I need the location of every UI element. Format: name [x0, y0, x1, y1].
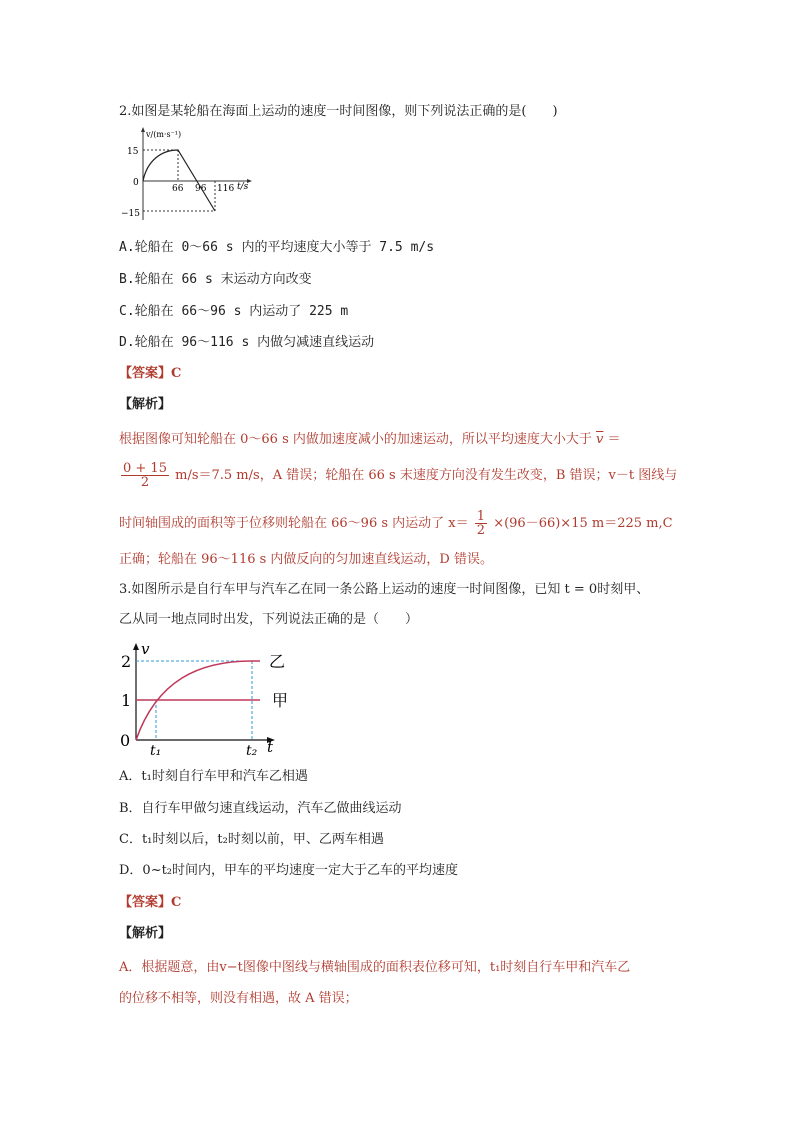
q2-ytick-0: 0	[133, 178, 139, 188]
q2-xlabel: t/s	[237, 182, 249, 192]
q2-xtick-116: 116	[217, 184, 235, 194]
q3-xtick-t2: t₂	[246, 743, 258, 759]
q2-ylabel: v/(m·s⁻¹)	[146, 130, 182, 139]
q2-analysis-label: 【解析】	[119, 397, 172, 412]
q2-option-c: C.轮船在 66～96 s 内运动了 225 m	[119, 304, 349, 319]
q3-vt-chart	[119, 640, 299, 760]
q2-half-den: 2	[476, 523, 486, 538]
q2-ytick-15: 15	[127, 147, 139, 157]
q2-answer: 【答案】C	[119, 366, 182, 381]
q2-xtick-66: 66	[172, 184, 184, 194]
q2-xtick-96: 96	[195, 184, 207, 194]
q3-y-arrow	[133, 643, 139, 650]
q3-ytick-0: 0	[120, 731, 131, 750]
q2-y-arrow	[141, 127, 145, 132]
q3-analysis-line2: 的位移不相等，则没有相遇，故 A 错误；	[119, 991, 358, 1006]
q3-stem-line2: 乙从同一地点同时出发，下列说法正确的是（ ）	[119, 612, 419, 627]
q3-answer: 【答案】C	[119, 895, 182, 910]
q3-stem-line1: 3.如图所示是自行车甲与汽车乙在同一条公路上运动的速度一时间图像，已知 t = 0时刻甲、	[119, 582, 650, 597]
q2-analysis-l2-text: m/s＝7.5 m/s，A 错误；轮船在 66 s 末速度方向没有发生改变，B 错误；v－t 图线与	[175, 468, 678, 483]
q3-option-b: B．自行车甲做匀速直线运动，汽车乙做曲线运动	[119, 801, 402, 816]
q3-analysis-label: 【解析】	[119, 926, 172, 941]
q3-option-c: C．t₁时刻以后，t₂时刻以前，甲、乙两车相遇	[119, 832, 384, 847]
q3-ytick-1: 1	[121, 691, 132, 710]
q2-ytick-neg15: −15	[121, 209, 140, 219]
q2-option-a: A.轮船在 0～66 s 内的平均速度大小等于 7.5 m/s	[119, 240, 435, 255]
q2-analysis-l3-text: 时间轴围成的面积等于位移则轮船在 66～96 s 内运动了 x＝	[119, 516, 469, 531]
q3-option-a: A．t₁时刻自行车甲和汽车乙相遇	[119, 769, 308, 784]
q2-analysis-line1	[119, 432, 621, 448]
q3-label-yi: 乙	[269, 652, 286, 671]
q2-analysis-line3	[119, 510, 673, 537]
q2-analysis-line2	[119, 462, 677, 489]
q3-ylabel: v	[141, 640, 150, 658]
q2-fraction-den: 2	[140, 475, 150, 490]
q2-analysis-l1-text: 根据图像可知轮船在 0～66 s 内做加速度减小的加速运动，所以平均速度大小大于	[119, 432, 592, 447]
q2-vt-chart	[119, 125, 259, 225]
q2-fraction-avg	[121, 462, 169, 489]
q2-analysis-l1-eq: ＝	[607, 432, 621, 447]
q3-analysis-line1: A．根据题意，由v−t图像中图线与横轴围成的面积表位移可知，t₁时刻自行车甲和汽车乙	[119, 960, 631, 975]
q2-avg-velocity-symbol: $\overline{v}$	[596, 432, 604, 447]
q3-xlabel: t	[267, 738, 274, 756]
q2-option-b: B.轮船在 66 s 末运动方向改变	[119, 272, 312, 287]
q2-fraction-num: 0 + 15	[123, 461, 167, 476]
q2-fraction-half	[475, 510, 487, 537]
q3-option-d: D．0~t₂时间内，甲车的平均速度一定大于乙车的平均速度	[119, 863, 459, 878]
q3-ytick-2: 2	[121, 652, 132, 671]
q2-option-d: D.轮船在 96～116 s 内做匀减速直线运动	[119, 335, 375, 350]
q2-analysis-line4: 正确；轮船在 96～116 s 内做反向的匀加速直线运动，D 错误。	[119, 552, 493, 567]
q2-stem: 2.如图是某轮船在海面上运动的速度一时间图像，则下列说法正确的是( )	[119, 104, 558, 119]
q3-label-jia: 甲	[272, 691, 289, 710]
q2-half-num: 1	[476, 509, 486, 524]
q3-xtick-t1: t₁	[150, 743, 162, 759]
q2-analysis-l3-rest: ×(96－66)×15 m＝225 m,C	[493, 516, 673, 531]
